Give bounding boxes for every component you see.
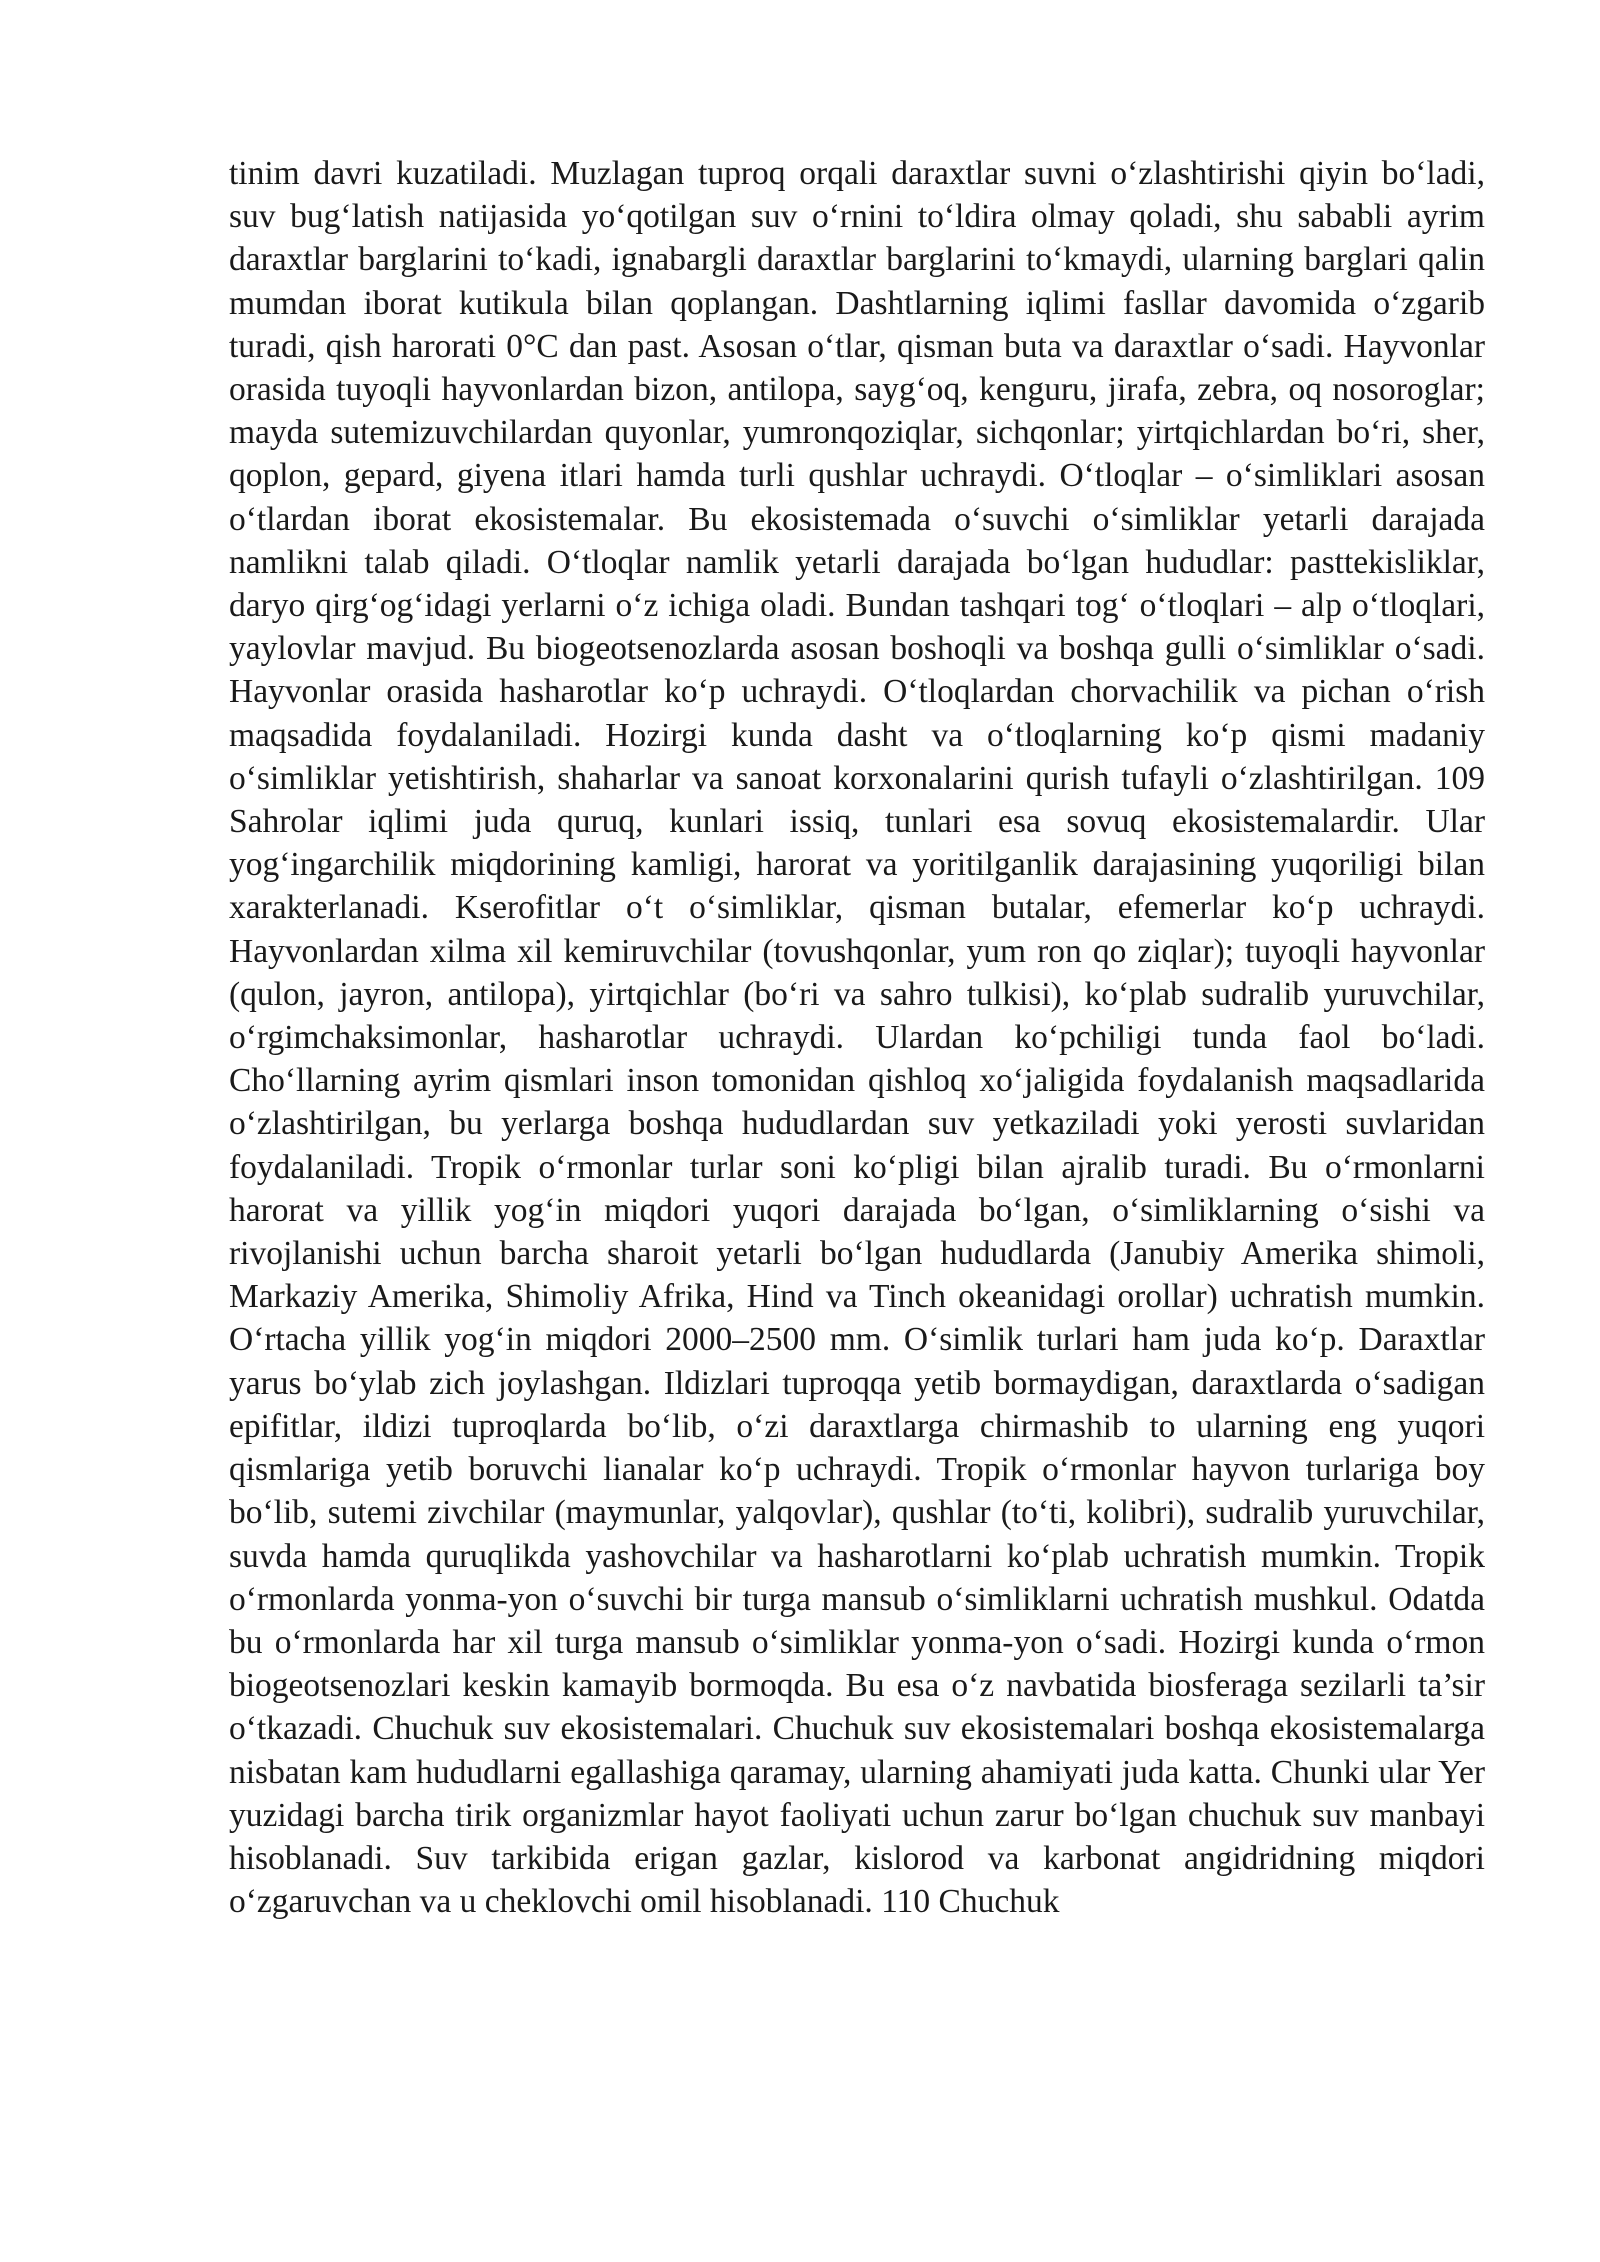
document-page — [229, 152, 1485, 1923]
body-paragraph: tinim davri kuzatiladi. Muzlagan tuproq orqali daraxtlar suvni o‘zlashtirishi qiyin bo‘ladi, suv bug‘latish natijasida yo‘qotilgan suv o‘rnini to‘ldira olmay qoladi, shu sababli ayrim daraxtlar barglarini to‘kadi, ignabargli daraxtlar barglarini to‘kmaydi, ularning barglari qalin mumdan iborat kutikula bilan qoplangan. Dashtlarning iqlimi fasllar davomida o‘zgarib turadi, qish harorati 0°C dan past. Asosan o‘tlar, qisman buta va daraxtlar o‘sadi. Hayvonlar orasida tuyoqli hayvonlardan bizon, antilopa, sayg‘oq, kenguru, jirafa, zebra, oq nosoroglar; mayda sutemizuvchilardan quyonlar, yumronqoziqlar, sichqonlar; yirtqichlardan bo‘ri, sher, qoplon, gepard, giyena itlari hamda turli qushlar uchraydi. O‘tloqlar – o‘simliklari asosan o‘tlardan iborat ekosistemalar. Bu ekosistemada o‘suvchi o‘simliklar yetarli darajada namlikni talab qiladi. O‘tloqlar namlik yetarli darajada bo‘lgan hududlar: pasttekisliklar, daryo qirg‘og‘idagi yerlarni o‘z ichiga oladi. Bundan tashqari tog‘ o‘tloqlari – alp o‘tloqlari, yaylovlar mavjud. Bu biogeotsenozlarda asosan boshoqli va boshqa gulli o‘simliklar o‘sadi. Hayvonlar orasida hasharotlar ko‘p uchraydi. O‘tloqlardan chorvachilik va pichan o‘rish maqsadida foydalaniladi. Hozirgi kunda dasht va o‘tloqlarning ko‘p qismi madaniy o‘simliklar yetishtirish, shaharlar va sanoat korxonalarini qurish tufayli o‘zlashtirilgan. 109 Sahrolar iqlimi juda quruq, kunlari issiq, tunlari esa sovuq ekosistemalardir. Ular yog‘ingarchilik miqdorining kamligi, harorat va yoritilganlik darajasining yuqoriligi bilan xarakterlanadi. Kserofitlar o‘t o‘simliklar, qisman butalar, efemerlar ko‘p uchraydi. Hayvonlardan xilma xil kemiruvchilar (tovushqonlar, yum ron qo ziqlar); tuyoqli hayvonlar (qulon, jayron, antilopa), yirtqichlar (bo‘ri va sahro tulkisi), ko‘plab sudralib yuruvchilar, o‘rgimchaksimonlar, hasharotlar uchraydi. Ulardan ko‘pchiligi tunda faol bo‘ladi. Cho‘llarning ayrim qismlari inson tomonidan qishloq xo‘jaligida foydalanish maqsadlarida o‘zlashtirilgan, bu yerlarga boshqa hududlardan suv yetkaziladi yoki yerosti suvlaridan foydalaniladi. Tropik o‘rmonlar turlar soni ko‘pligi bilan ajralib turadi. Bu o‘rmonlarni harorat va yillik yog‘in miqdori yuqori darajada bo‘lgan, o‘simliklarning o‘sishi va rivojlanishi uchun barcha sharoit yetarli bo‘lgan hududlarda (Janubiy Amerika shimoli, Markaziy Amerika, Shimoliy Afrika, Hind va Tinch okeanidagi orollar) uchratish mumkin. O‘rtacha yillik yog‘in miqdori 2000–2500 mm. O‘simlik turlari ham juda ko‘p. Daraxtlar yarus bo‘ylab zich joylashgan. Ildizlari tuproqqa yetib bormaydigan, daraxtlarda o‘sadigan epifitlar, ildizi tuproqlarda bo‘lib, o‘zi daraxtlarga chirmashib to ularning eng yuqori qismlariga yetib boruvchi lianalar ko‘p uchraydi. Tropik o‘rmonlar hayvon turlariga boy bo‘lib, sutemi zivchilar (maymunlar, yalqovlar), qushlar (to‘ti, kolibri), sudralib yuruvchilar, suvda hamda quruqlikda yashovchilar va hasharotlarni ko‘plab uchratish mumkin. Tropik o‘rmonlarda yonma-yon o‘suvchi bir turga mansub o‘simliklarni uchratish mushkul. Odatda bu o‘rmonlarda har xil turga mansub o‘simliklar yonma-yon o‘sadi. Hozirgi kunda o‘rmon biogeotsenozlari keskin kamayib bormoqda. Bu esa o‘z navbatida biosferaga sezilarli ta’sir o‘tkazadi. Chuchuk suv ekosistemalari. Chuchuk suv ekosistemalari boshqa ekosistemalarga nisbatan kam hududlarni egallashiga qaramay, ularning ahamiyati juda katta. Chunki ular Yer yuzidagi barcha tirik organizmlar hayot faoliyati uchun zarur bo‘lgan chuchuk suv manbayi hisoblanadi. Suv tarkibida erigan gazlar, kislorod va karbonat angidridning miqdori o‘zgaruvchan va u cheklovchi omil hisoblanadi. 110 Chuchuk — [229, 155, 1485, 1921]
